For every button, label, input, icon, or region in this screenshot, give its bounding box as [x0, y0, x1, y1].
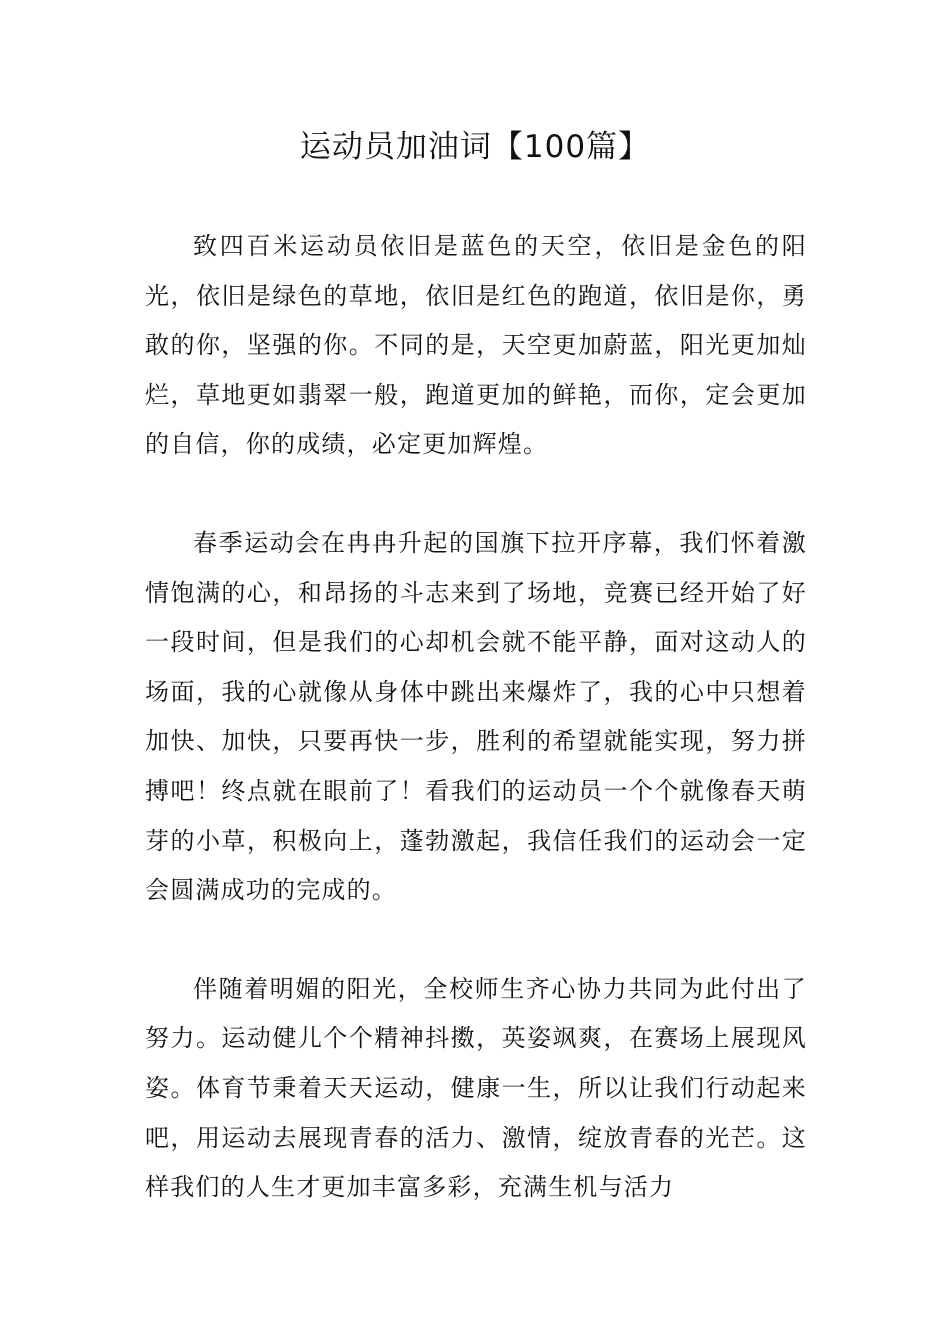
document-title: 运动员加油词【100篇】	[299, 129, 651, 165]
paragraph-2: 春季运动会在冉冉升起的国旗下拉开序幕，我们怀着激情饱满的心，和昂扬的斗志来到了场地，竞赛已经开始了好一段时间，但是我们的心却机会就不能平静，面对这动人的场面，我的心就像从身体中跳出来爆炸了，我的心中只想着加快、加快，只要再快一步，胜利的希望就能实现，努力拼搏吧！终点就在眼前了！看我们的运动员一个个就像春天萌芽的小草，积极向上，蓬勃激起，我信任我们的运动会一定会圆满成功的完成的。	[145, 528, 807, 905]
paragraph-3: 伴随着明媚的阳光，全校师生齐心协力共同为此付出了努力。运动健儿个个精神抖擞，英姿飒爽，在赛场上展现风姿。体育节秉着天天运动，健康一生，所以让我们行动起来吧，用运动去展现青春的活力、激情，绽放青春的光芒。这样我们的人生才更加丰富多彩，充满生机与活力	[145, 974, 807, 1202]
document-body	[145, 222, 807, 1262]
paragraph-1: 致四百米运动员依旧是蓝色的天空，依旧是金色的阳光，依旧是绿色的草地，依旧是红色的跑道，依旧是你，勇敢的你，坚强的你。不同的是，天空更加蔚蓝，阳光更加灿烂，草地更如翡翠一般，跑道更加的鲜艳，而你，定会更加的自信，你的成绩，必定更加辉煌。	[145, 232, 807, 459]
